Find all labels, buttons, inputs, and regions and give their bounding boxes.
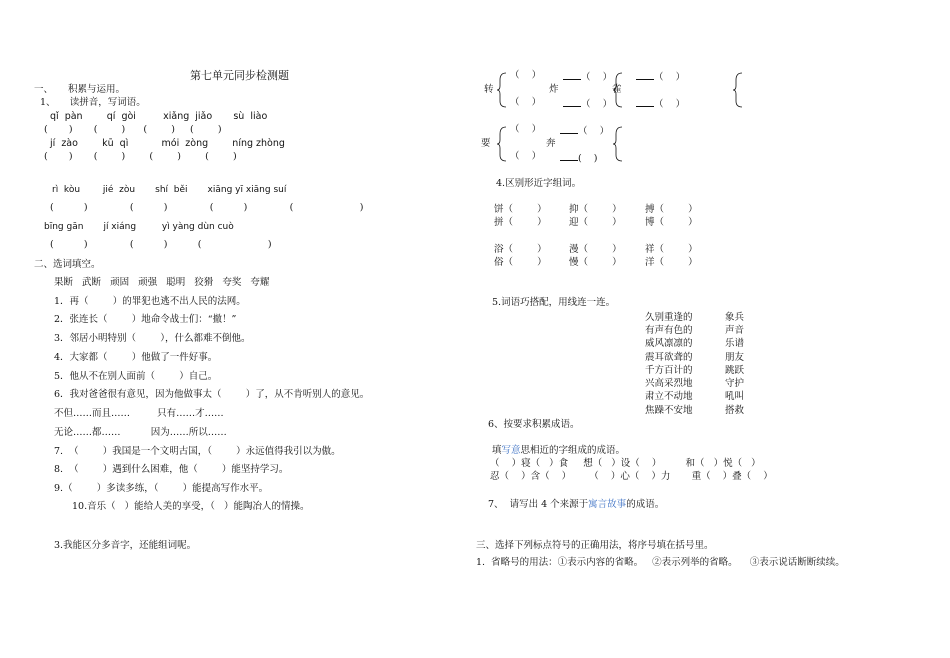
poly-yao-paren-1[interactable]: （ ） bbox=[510, 124, 542, 135]
char-bo[interactable]: 搏（ ） bbox=[645, 204, 698, 215]
poly-ben-paren-1[interactable]: （ ） bbox=[560, 124, 609, 138]
answer-brackets-row-3[interactable]: ( ) ( ) ( ) ( ) bbox=[50, 202, 364, 213]
match-left-1[interactable]: 久别重逢的 bbox=[645, 312, 693, 323]
section-1-heading: 积累与运用。 bbox=[68, 84, 126, 95]
pinyin-row-4: bīng gān jí xiáng yì yàng dùn cuò bbox=[44, 222, 234, 232]
char-pin[interactable]: 拼（ ） bbox=[494, 217, 547, 228]
question-3-heading: 3.我能区分多音字，还能组词呢。 bbox=[54, 540, 197, 551]
fill-item-5[interactable]: 5．他从不在别人面前（ ）自己。 bbox=[54, 371, 218, 382]
poly-zha-paren-2[interactable]: （ ） bbox=[563, 97, 612, 111]
match-right-8[interactable]: 搭救 bbox=[725, 405, 745, 416]
poly-zhuan-paren-1[interactable]: （ ） bbox=[510, 70, 542, 81]
poly-zha-paren-1[interactable]: （ ） bbox=[563, 70, 612, 84]
char-bo2[interactable]: 博（ ） bbox=[645, 217, 698, 228]
poly-char-zhuan: 转 bbox=[484, 84, 494, 95]
match-left-6[interactable]: 兴高采烈地 bbox=[645, 378, 693, 389]
question-6-heading: 6、按要求积累成语。 bbox=[488, 419, 580, 430]
brace-ben bbox=[613, 126, 623, 162]
match-right-5[interactable]: 跳跃 bbox=[725, 365, 745, 376]
char-bing[interactable]: 饼（ ） bbox=[494, 204, 547, 215]
fill-item-10[interactable]: 10.音乐（ ）能给人美的享受，（ ）能陶冶人的情操。 bbox=[72, 501, 310, 512]
question-6a-instruction: 填写意思相近的字组成的成语。 bbox=[492, 445, 626, 456]
word-bank: 果断 武断 顽固 顽强 聪明 狡猾 夸奖 夸耀 bbox=[54, 277, 270, 288]
answer-brackets-row-1[interactable]: ( ) ( ) ( ) ( ) bbox=[44, 124, 222, 135]
answer-brackets-row-4[interactable]: ( ) ( ) ( ) bbox=[50, 239, 272, 250]
match-right-1[interactable]: 象兵 bbox=[725, 312, 745, 323]
poly-xue-paren-2[interactable]: （ ） bbox=[636, 97, 685, 111]
char-yang[interactable]: 洋（ ） bbox=[645, 257, 698, 268]
idiom-row-1[interactable]: （ ）寝（ ）食 想（ ）设（ ） 和（ ）悦（ ） bbox=[490, 458, 761, 469]
fill-item-9[interactable]: 9.（ ）多读多练，（ ）能提高写作水平。 bbox=[54, 483, 269, 494]
fill-item-4[interactable]: 4．大家都（ ）他做了一件好事。 bbox=[54, 352, 218, 363]
fill-item-3[interactable]: 3．邻居小明特别（ ），什么都难不倒他。 bbox=[54, 333, 251, 344]
poly-char-yao: 要 bbox=[481, 138, 491, 149]
poly-zhuan-paren-2[interactable]: （ ） bbox=[510, 97, 542, 108]
match-right-6[interactable]: 守护 bbox=[725, 378, 745, 389]
question-5-heading: 5.词语巧搭配，用线连一连。 bbox=[492, 297, 616, 308]
brace-yao bbox=[497, 126, 507, 162]
match-left-5[interactable]: 千方百计的 bbox=[645, 365, 693, 376]
section-2-heading: 二、选词填空。 bbox=[34, 259, 101, 270]
char-su[interactable]: 俗（ ） bbox=[494, 257, 547, 268]
fill-item-8[interactable]: 8. （ ）遇到什么困难，他（ ）能坚持学习。 bbox=[54, 464, 289, 475]
char-yu[interactable]: 浴（ ） bbox=[494, 244, 547, 255]
fill-item-7[interactable]: 7. （ ）我国是一个文明古国，（ ）永远值得我引以为傲。 bbox=[54, 446, 341, 457]
pinyin-row-1: qǐ pàn qí gòi xiǎng jiǎo sù liào bbox=[50, 111, 268, 122]
match-left-2[interactable]: 有声有色的 bbox=[645, 325, 693, 336]
section-3-question-1: 1. 省略号的用法：①表示内容的省略。 ②表示列举的省略。 ③表示说话断断续续。 bbox=[476, 557, 845, 568]
match-right-7[interactable]: 吼叫 bbox=[725, 391, 745, 402]
char-man2[interactable]: 慢（ ） bbox=[569, 257, 622, 268]
match-left-4[interactable]: 震耳欲聋的 bbox=[645, 352, 693, 363]
poly-char-zha: 炸 bbox=[549, 84, 559, 95]
match-right-2[interactable]: 声音 bbox=[725, 325, 745, 336]
match-left-7[interactable]: 肃立不动地 bbox=[645, 391, 693, 402]
match-left-8[interactable]: 焦躁不安地 bbox=[645, 405, 693, 416]
char-yi[interactable]: 抑（ ） bbox=[569, 204, 622, 215]
fill-item-1[interactable]: 1．再（ ）的罪犯也逃不出人民的法网。 bbox=[54, 296, 246, 307]
conjunction-pairs-2: 无论……都…… 因为……所以…… bbox=[54, 427, 227, 438]
idiom-row-2[interactable]: 忍（ ）含（ ） （ ）心（ ）力 重（ ）叠（ ） bbox=[490, 471, 773, 482]
pinyin-row-3: rì kòu jié zòu shí běi xiāng yī xiāng suí bbox=[52, 185, 287, 195]
match-right-4[interactable]: 朋友 bbox=[725, 352, 745, 363]
question-1-heading: 1、 读拼音，写词语。 bbox=[40, 97, 146, 108]
question-4-heading: 4.区别形近字组词。 bbox=[496, 178, 582, 189]
fill-item-2[interactable]: 2．张连长（ ）地命令战士们：“撤！” bbox=[54, 314, 237, 325]
pinyin-row-2: jí zào kū qì mói zòng níng zhòng bbox=[50, 138, 285, 149]
poly-xue-paren-1[interactable]: （ ） bbox=[636, 70, 685, 84]
fill-item-6[interactable]: 6．我对爸爸很有意见，因为他做事太（ ）了，从不肯听别人的意见。 bbox=[54, 389, 370, 400]
conjunction-pairs-1: 不但……而且…… 只有……才…… bbox=[54, 408, 224, 419]
section-3-heading: 三、选择下列标点符号的正确用法，将序号填在括号里。 bbox=[476, 540, 714, 551]
char-ying[interactable]: 迎（ ） bbox=[569, 217, 622, 228]
question-7-heading: 7、 请写出 4 个来源于寓言故事的成语。 bbox=[488, 499, 665, 510]
char-xiang[interactable]: 祥（ ） bbox=[645, 244, 698, 255]
match-left-3[interactable]: 威风凛凛的 bbox=[645, 338, 693, 349]
match-right-3[interactable]: 乐谱 bbox=[725, 338, 745, 349]
poly-ben-paren-2[interactable]: ( ) bbox=[560, 151, 598, 165]
poly-yao-paren-2[interactable]: （ ） bbox=[510, 151, 542, 162]
page-title: 第七单元同步检测题 bbox=[190, 69, 289, 82]
brace-empty bbox=[733, 72, 743, 108]
poly-char-xue: 雀 bbox=[612, 84, 622, 95]
answer-brackets-row-2[interactable]: ( ) ( ) ( ) ( ) bbox=[44, 151, 237, 162]
char-man[interactable]: 漫（ ） bbox=[569, 244, 622, 255]
brace-zhuan bbox=[497, 72, 507, 108]
poly-char-ben: 奔 bbox=[546, 138, 556, 149]
section-1-number: 一、 bbox=[34, 84, 54, 95]
